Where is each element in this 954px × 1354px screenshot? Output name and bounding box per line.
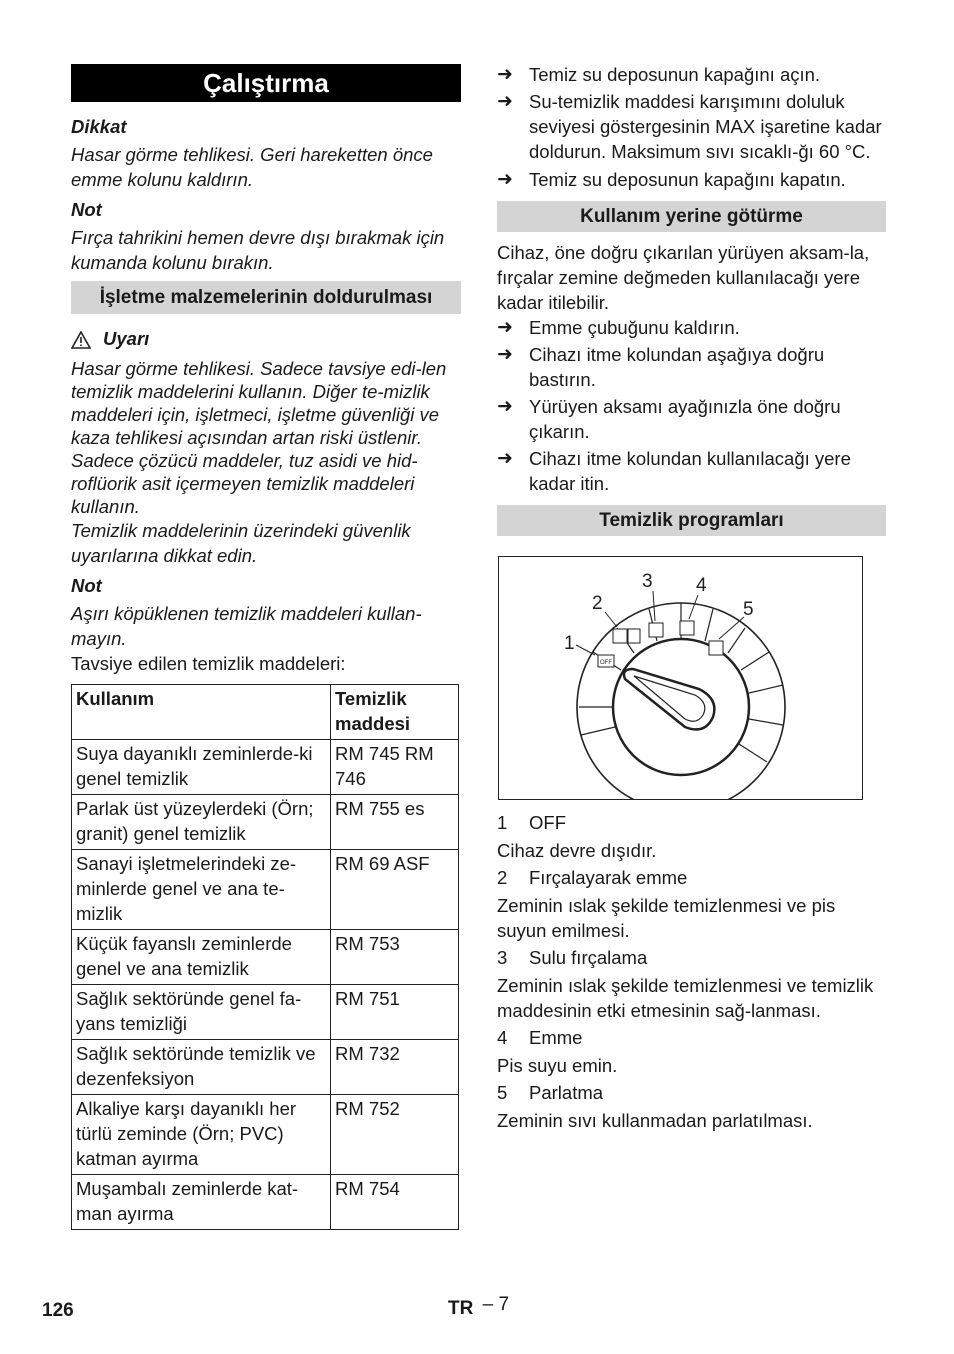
warning-label: Uyarı [103,328,150,349]
table-row [72,1040,459,1095]
step-text: Su-temizlik maddesi karışımını doluluk seviyesi göstergesinin MAX işaretine kadar doldurun. Maksimum sıvı sıcaklı-ğı 60 °C. [529,91,882,162]
step-item [497,167,886,192]
dikkat-label: Dikkat [71,116,127,137]
step-item [497,394,886,444]
table-cell-product: RM 755 es [331,795,459,850]
dial-label-1: 1 [564,633,575,654]
program-number: 4 [497,1027,508,1048]
table-cell-product: RM 751 [331,985,459,1040]
program-description: Pis suyu emin. [497,1055,618,1076]
right-column [497,62,886,1133]
table-row [72,850,459,930]
dial-label-2: 2 [592,593,603,614]
page-ref: – 7 [482,1294,510,1315]
arrow-right-icon: ➜ [497,396,513,417]
dial-label-3: 3 [642,571,653,592]
program-number: 1 [497,812,508,833]
section-heading-transport: Kullanım yerine götürme [497,201,886,232]
warning-text-2: Sadece çözücü maddeler, tuz asidi ve hid-roflüorik asit içermeyen temizlik maddeleri kullanın. [71,450,418,517]
arrow-right-icon: ➜ [497,344,513,365]
table-row [72,985,459,1040]
language-code: TR [448,1298,474,1319]
program-number: 2 [497,867,508,888]
page-title: Çalıştırma [71,64,461,102]
arrow-right-icon: ➜ [497,169,513,190]
dial-off-mini-label: OFF [600,660,612,666]
program-description: Zeminin ıslak şekilde temizlenmesi ve pis suyun emilmesi. [497,895,836,941]
table-cell-usage: Parlak üst yüzeylerdeki (Örn; granit) genel temizlik [72,795,331,850]
table-cell-usage: Muşambalı zeminlerde kat-man ayırma [72,1175,331,1230]
table-cell-usage: Sağlık sektöründe genel fa-yans temizliği [72,985,331,1040]
arrow-right-icon: ➜ [497,91,513,112]
left-column [71,64,461,1230]
program-dial-diagram [499,557,862,799]
not-text: Fırça tahrikini hemen devre dışı bırakmak için kumanda kolunu bırakın. [71,227,445,273]
section-heading-filling: İşletme malzemelerinin doldurulması [71,281,461,314]
table-header-row [72,685,459,740]
step-text: Cihazı itme kolundan aşağıya doğru bastırın. [529,344,825,390]
warning-triangle-icon [71,330,91,348]
table-header-usage: Kullanım [72,685,331,740]
table-cell-usage: Küçük fayanslı zeminlerde genel ve ana temizlik [72,930,331,985]
step-item [497,446,886,496]
page-footer-ref [448,1296,509,1321]
table-cell-usage: Sanayi işletmelerindeki ze-minlerde genel ve ana te-mizlik [72,850,331,930]
warning-label-row [71,326,461,351]
step-text: Yürüyen aksamı ayağınızla öne doğru çıkarın. [529,396,841,442]
transport-text: Cihaz, öne doğru çıkarılan yürüyen aksam-la, fırçalar zemine değmeden kullanılacağı yere kadar itilebilir. [497,242,870,313]
dial-label-4: 4 [696,575,707,596]
arrow-right-icon: ➜ [497,448,513,469]
program-item [497,1080,886,1105]
step-item [497,62,886,87]
arrow-right-icon: ➜ [497,64,513,85]
table-cell-product: RM 752 [331,1095,459,1175]
step-item [497,315,886,340]
arrow-right-icon: ➜ [497,317,513,338]
step-text: Cihazı itme kolundan kullanılacağı yere kadar itin. [529,448,851,494]
table-row [72,1175,459,1230]
recommended-intro: Tavsiye edilen temizlik maddeleri: [71,653,346,674]
program-name: OFF [529,812,566,833]
step-text: Emme çubuğunu kaldırın. [529,317,740,338]
program-description: Zeminin ıslak şekilde temizlenmesi ve temizlik maddesinin etki etmesinin sağ-lanması. [497,975,874,1021]
program-description: Cihaz devre dışıdır. [497,840,657,861]
program-dial-figure [498,556,863,800]
table-cell-usage: Suya dayanıklı zeminlerde-ki genel temizlik [72,740,331,795]
program-name: Sulu fırçalama [529,947,648,968]
table-row [72,930,459,985]
table-row [72,795,459,850]
step-item [497,342,886,392]
step-text: Temiz su deposunun kapağını kapatın. [529,169,846,190]
table-cell-product: RM 753 [331,930,459,985]
table-row [72,1095,459,1175]
table-row [72,740,459,795]
not-label: Not [71,199,102,220]
warning-text-1: Hasar görme tehlikesi. Sadece tavsiye edi-len temizlik maddelerini kullanın. Diğer te-mizlik maddeleri için, işletmeci, işletme güvenliği ve kaza tehlikesi açısından artan riski üstlenir. [71,358,447,448]
program-number: 3 [497,947,508,968]
program-number: 5 [497,1082,508,1103]
table-cell-product: RM 754 [331,1175,459,1230]
program-item [497,865,886,890]
program-name: Parlatma [529,1082,604,1103]
section-heading-programs: Temizlik programları [497,505,886,536]
recommended-detergents-table [71,684,459,1230]
table-header-detergent: Temizlik maddesi [331,685,459,740]
program-item [497,945,886,970]
warning-text-3: Temizlik maddelerinin üzerindeki güvenlik uyarılarına dikkat edin. [71,520,411,566]
program-item [497,1025,886,1050]
step-text: Temiz su deposunun kapağını açın. [529,64,821,85]
dikkat-text: Hasar görme tehlikesi. Geri hareketten önce emme kolunu kaldırın. [71,144,433,190]
program-description: Zeminin sıvı kullanmadan parlatılması. [497,1110,813,1131]
step-item [497,89,886,164]
program-name: Fırçalayarak emme [529,867,688,888]
program-item [497,810,886,835]
table-cell-usage: Alkaliye karşı dayanıklı her türlü zeminde (Örn; PVC) katman ayırma [72,1095,331,1175]
dial-label-5: 5 [743,599,754,620]
page-number: 126 [42,1300,74,1321]
table-cell-product: RM 69 ASF [331,850,459,930]
not-label-2: Not [71,575,102,596]
table-cell-product: RM 745 RM 746 [331,740,459,795]
program-list [497,810,886,1133]
table-cell-product: RM 732 [331,1040,459,1095]
not-text-2: Aşırı köpüklenen temizlik maddeleri kullan-mayın. [71,603,422,649]
program-name: Emme [529,1027,583,1048]
table-cell-usage: Sağlık sektöründe temizlik ve dezenfeksiyon [72,1040,331,1095]
